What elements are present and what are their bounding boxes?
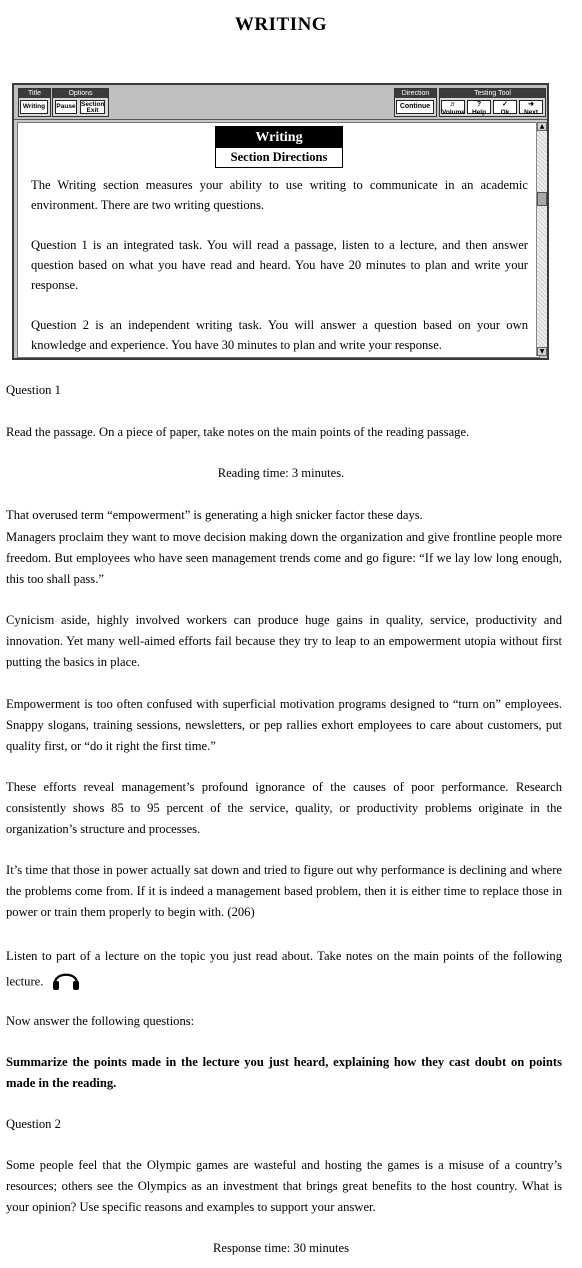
testing-tool-header: Testing Tool bbox=[440, 89, 545, 98]
question-1-task: Summarize the points made in the lecture you just heard, explaining how they cast doubt on points made in the reading. bbox=[6, 1055, 562, 1090]
ok-label: Ok bbox=[500, 109, 510, 116]
directions-paragraph: Question 1 is an integrated task. You will read a passage, listen to a lecture, and then answer question based on what you have read and heard. You have 20 minutes to plan and write your response. bbox=[31, 238, 528, 292]
title-group-header: Title bbox=[19, 89, 50, 98]
help-button[interactable] bbox=[467, 100, 491, 114]
passage-paragraph: That overused term “empowerment” is generating a high snicker factor these days. bbox=[6, 508, 423, 522]
section-subheading: Section Directions bbox=[216, 148, 342, 167]
question-2-task: Some people feel that the Olympic games are wasteful and hosting the games is a misuse of a country’s resources; others see the Olympics as an investment that brings great benefits to the host country. What is your opinion? Use specific reasons and examples to support your answer. bbox=[6, 1158, 562, 1214]
question-1-label: Question 1 bbox=[6, 383, 61, 397]
options-group bbox=[52, 88, 109, 117]
question-1-instruction: Read the passage. On a piece of paper, take notes on the main points of the reading passage. bbox=[6, 425, 470, 439]
passage-paragraph: It’s time that those in power actually sat down and tried to figure out why performance is declining and where the problems come from. If it is indeed a management based problem, then it is either time to replace those in power or train them properly to begin with. (206) bbox=[6, 863, 562, 919]
response-time: Response time: 30 minutes bbox=[212, 1241, 350, 1255]
scrollbar[interactable] bbox=[536, 122, 547, 356]
continue-button[interactable]: Continue bbox=[396, 100, 434, 114]
listen-instruction bbox=[6, 946, 562, 998]
directions-panel bbox=[17, 122, 540, 358]
reading-time: Reading time: 3 minutes. bbox=[217, 466, 345, 480]
arrow-right-icon: ➜ bbox=[528, 101, 534, 108]
headphones-icon[interactable] bbox=[51, 967, 81, 998]
title-group bbox=[18, 88, 51, 117]
section-exit-label-1: Section bbox=[81, 101, 105, 108]
toolbar bbox=[14, 85, 547, 120]
next-label: Next bbox=[523, 109, 539, 116]
question-icon: ? bbox=[476, 101, 482, 108]
test-window bbox=[12, 83, 549, 360]
next-button[interactable] bbox=[519, 100, 543, 114]
section-exit-button[interactable] bbox=[80, 100, 105, 114]
volume-button[interactable] bbox=[441, 100, 465, 114]
check-icon: ✓ bbox=[502, 101, 508, 108]
scroll-thumb[interactable] bbox=[537, 192, 547, 206]
section-heading: Writing bbox=[216, 127, 342, 148]
direction-group bbox=[394, 88, 437, 117]
directions-paragraph: Question 2 is an independent writing task. You will answer a question based on your own knowledge and experience. You have 30 minutes to plan and write your response. bbox=[31, 318, 528, 352]
passage-paragraph: Cynicism aside, highly involved workers can produce huge gains in quality, service, productivity and innovation. Yet many well-aimed efforts fail because they try to leap to an empowerment utopia without first putting the basics in place. bbox=[6, 613, 562, 669]
volume-label: Volume bbox=[442, 109, 465, 116]
passage-paragraph: Empowerment is too often confused with superficial motivation programs designed to “turn on” employees. Snappy slogans, training sessions, newsletters, or pep rallies exhort employees to care about customers, put quality first, or “do it right the first time.” bbox=[6, 697, 562, 753]
ok-button[interactable] bbox=[493, 100, 517, 114]
section-heading-box bbox=[215, 126, 343, 168]
writing-title-button[interactable]: Writing bbox=[20, 100, 48, 114]
pause-button[interactable]: Pause bbox=[55, 100, 77, 114]
answer-prompt: Now answer the following questions: bbox=[6, 1014, 195, 1028]
scroll-up-arrow[interactable]: ▲ bbox=[537, 122, 547, 131]
scroll-down-arrow[interactable]: ▼ bbox=[537, 347, 547, 356]
passage-paragraph: Managers proclaim they want to move decision making down the organization and give frontline people more freedom. But employees who have seen management trends come and go figure: “If we lay low long enough, this too shall pass.” bbox=[6, 530, 562, 586]
direction-group-header: Direction bbox=[395, 89, 436, 98]
question-2-label: Question 2 bbox=[6, 1117, 61, 1131]
section-exit-label-2: Exit bbox=[86, 107, 99, 114]
help-label: Help bbox=[471, 109, 487, 116]
directions-paragraph: The Writing section measures your ability to use writing to communicate in an academic environment. There are two writing questions. bbox=[31, 178, 528, 212]
options-group-header: Options bbox=[53, 89, 108, 98]
testing-tool-group bbox=[439, 88, 546, 117]
passage-paragraph: These efforts reveal management’s profound ignorance of the causes of poor performance. Research consistently shows 85 to 95 percent of the service, quality, or productivity problems originate in the organization’s structure and processes. bbox=[6, 780, 562, 836]
speaker-icon: ♬ bbox=[449, 101, 457, 108]
listen-instruction-text: Listen to part of a lecture on the topic you just read about. Take notes on the main points of the following lecture. bbox=[6, 949, 562, 989]
page-title: WRITING bbox=[234, 14, 328, 35]
